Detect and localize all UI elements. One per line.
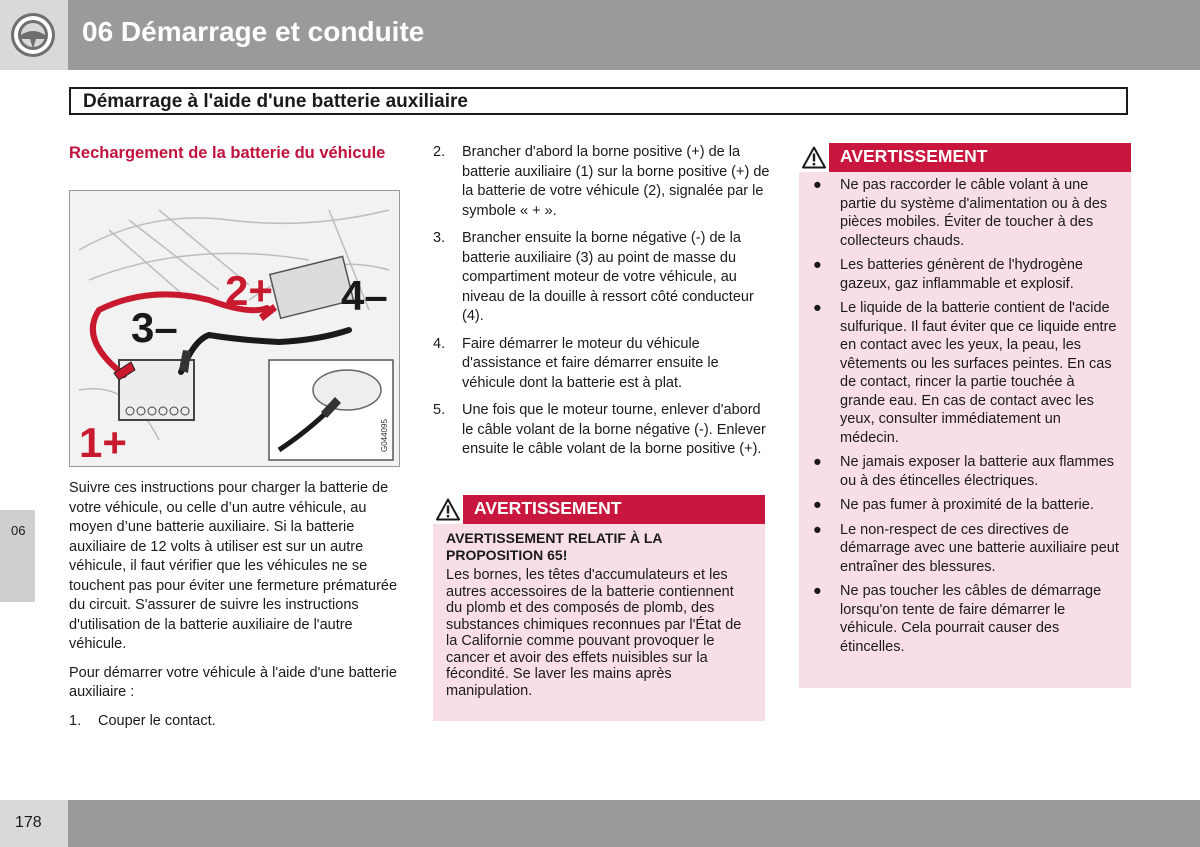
- warning-item: [813, 256, 1119, 293]
- intro-paragraph-1: Suivre ces instructions pour charger la batterie de votre véhicule, ou celle d’un autre véhicule, au moyen d’une batterie auxiliaire. Si la batterie auxiliaire de 12 volts à utiliser est sur un autre véhicule, il faut vérifier que les véhicules ne se touchent pas pour éviter une fermeture prématurée du circuit. S'assurer de suivre les instructions d'utilisation de la batterie auxiliaire de l'autre véhicule.: [69, 480, 398, 652]
- warning-item-text: Ne jamais exposer la batterie aux flammes ou à des étincelles électriques.: [840, 454, 1115, 489]
- warning-item-text: Le non-respect de ces directives de démarrage avec une batterie auxiliaire peut entraîner des blessures.: [840, 521, 1119, 575]
- warning-box-prop65: [433, 495, 765, 721]
- page-footer: [0, 800, 1200, 847]
- warning-body: [433, 524, 765, 699]
- bullet: ●: [813, 583, 822, 599]
- chapter-side-tab: [0, 510, 35, 602]
- warning-item-text: Les batteries génèrent de l'hydrogène gazeux, gaz inflammable et explosif.: [840, 257, 1083, 292]
- warning-box-safety: [799, 143, 1131, 688]
- warning-item-text: Le liquide de la batterie contient de l'acide sulfurique. Il faut éviter que ce liquide entre en contact avec les yeux, la peau, les vêtements ou les surfaces peintes. En cas de contact, rincer la partie touchée à grande eau. En cas de contact avec les yeux, consulter immédiatement un médecin.: [840, 300, 1117, 446]
- chapter-tab-label: 06: [11, 523, 26, 538]
- intro-text: [69, 479, 402, 739]
- section-title-box: [69, 87, 1128, 115]
- step-text: Une fois que le moteur tourne, enlever d'abord le câble volant de la borne négative (-). Enlever ensuite le câble volant de la borne positive (+).: [462, 402, 766, 457]
- warning-header: [433, 495, 765, 524]
- label-3-minus: 3–: [131, 304, 178, 351]
- warning-title: AVERTISSEMENT: [474, 498, 622, 518]
- warning-item: [813, 453, 1119, 490]
- page-header: [0, 0, 1200, 70]
- warning-list: [799, 172, 1131, 656]
- label-2-plus: 2+: [225, 267, 273, 314]
- label-1-plus: 1+: [79, 419, 127, 466]
- warning-subtitle: AVERTISSEMENT RELATIF À LA PROPOSITION 65!: [446, 530, 662, 563]
- bullet: ●: [813, 300, 822, 316]
- steps-list-start: [69, 712, 402, 732]
- bullet: ●: [813, 521, 822, 538]
- warning-item-text: Ne pas fumer à proximité de la batterie.: [840, 497, 1094, 513]
- step-number: 3.: [433, 230, 446, 246]
- illustration-code: G044095: [380, 419, 389, 452]
- warning-item: [813, 521, 1119, 577]
- page-number: 178: [15, 814, 42, 831]
- step-item: [433, 335, 773, 394]
- jump-start-illustration: [69, 190, 400, 467]
- warning-header: [799, 143, 1131, 172]
- step-item: [433, 143, 773, 221]
- step-item: [433, 401, 773, 460]
- warning-triangle-icon: [436, 498, 460, 521]
- step-number: 2.: [433, 144, 446, 160]
- bullet: ●: [813, 497, 822, 513]
- step-item: [69, 712, 402, 732]
- subheading: Rechargement de la batterie du véhicule: [69, 144, 386, 162]
- warning-icon-box: [799, 143, 829, 172]
- steering-wheel-icon-box: [0, 0, 68, 70]
- intro-paragraph-2: Pour démarrer votre véhicule à l'aide d'une batterie auxiliaire :: [69, 664, 397, 700]
- step-number: 4.: [433, 335, 446, 352]
- warning-item: [813, 176, 1119, 250]
- step-text: Couper le contact.: [98, 712, 216, 729]
- step-text: Brancher d'abord la borne positive (+) de la batterie auxiliaire (1) sur la borne positive (+) de la batterie de votre véhicule (2), signalée par le symbole « + ».: [462, 144, 770, 219]
- page-number-box: [0, 800, 68, 847]
- steps-list: [433, 143, 773, 468]
- steering-wheel-icon: [0, 0, 68, 70]
- step-text: Faire démarrer le moteur du véhicule d'assistance et faire démarrer ensuite le véhicule dont la batterie est à plat.: [462, 335, 719, 391]
- step-item: [433, 229, 773, 327]
- bullet: ●: [813, 177, 822, 193]
- bullet: ●: [813, 257, 822, 273]
- bullet: ●: [813, 454, 822, 470]
- warning-triangle-icon: [802, 146, 826, 169]
- warning-text: Les bornes, les têtes d'accumulateurs et les autres accessoires de la batterie contiennent du plomb et des composés de plomb, des substances chimiques reconnues par l'État de la Californie comme pouvant provoquer le cancer et avoir des effets nuisibles sur la fécondité. Se laver les mains après manipulation.: [446, 567, 742, 699]
- label-4-minus: 4–: [341, 272, 388, 319]
- section-title: Démarrage à l'aide d'une batterie auxiliaire: [83, 91, 468, 112]
- chapter-title: 06 Démarrage et conduite: [82, 16, 425, 47]
- warning-item: [813, 299, 1119, 447]
- warning-item-text: Ne pas toucher les câbles de démarrage lorsqu'on tente de faire démarrer le véhicule. Cela pourrait causer des étincelles.: [840, 583, 1102, 655]
- step-number: 1.: [69, 712, 82, 729]
- warning-item: [813, 582, 1119, 656]
- step-number: 5.: [433, 402, 446, 418]
- step-text: Brancher ensuite la borne négative (-) de la batterie auxiliaire (3) au point de masse du compartiment moteur de votre véhicule, au niveau de la douille à ressort côté conducteur (4).: [462, 230, 754, 324]
- warning-icon-box: [433, 495, 463, 524]
- warning-item: [813, 496, 1119, 515]
- warning-title: AVERTISSEMENT: [840, 146, 988, 166]
- warning-item-text: Ne pas raccorder le câble volant à une partie du système d'alimentation ou à des pièces mobiles. Éviter de toucher à des collecteurs chauds.: [840, 177, 1108, 249]
